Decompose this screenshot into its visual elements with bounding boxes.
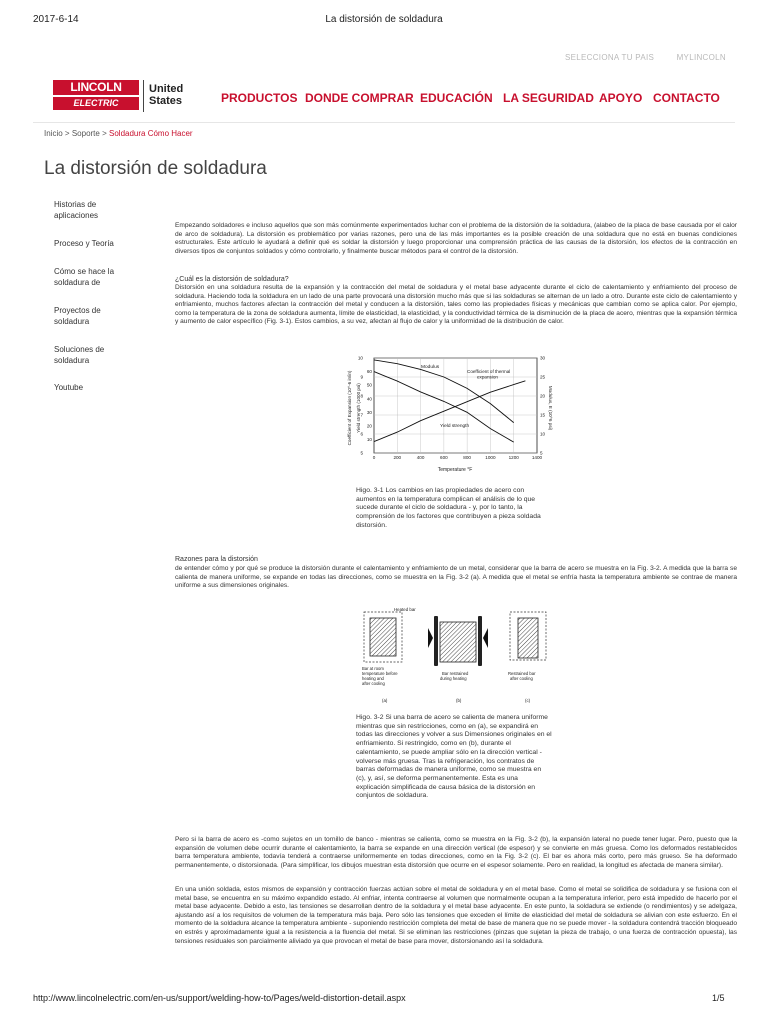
tag-a: (a) (382, 698, 388, 703)
clamp-left-jaw (434, 616, 438, 666)
y-right-axis-label: Modulus, E (10^6 psi) (548, 385, 553, 431)
label-b: Bar restrained during heating (440, 671, 469, 681)
print-date: 2017-6-14 (33, 14, 79, 25)
section-heading-que-es: ¿Cuál es la distorsión de soldadura? (175, 276, 289, 283)
tag-b: (b) (456, 698, 462, 703)
sidebar-item-soluciones[interactable]: Soluciones de soldadura (54, 345, 105, 365)
nav-productos[interactable]: PRODUCTOS (221, 91, 298, 105)
y-right-tick-label: 30 (540, 355, 546, 361)
series-label-expansion: Coefficient of thermal expansion (467, 369, 511, 380)
print-doc-title: La distorsión de soldadura (325, 14, 443, 25)
sidebar-item-proyectos[interactable]: Proyectos de soldadura (54, 306, 101, 326)
label-a: Bar at room temperature before heating and after cooling (362, 666, 398, 686)
lincoln-electric-logo[interactable] (53, 80, 195, 114)
logo-wordmark-bottom: ELECTRIC (53, 97, 139, 110)
print-page-number: 1/5 (712, 993, 725, 1003)
y-left2-tick-label: 50 (366, 382, 372, 388)
section-heading-razones: Razones para la distorsión (175, 556, 258, 563)
breadcrumb (44, 129, 193, 138)
clamp-right-jaw (478, 616, 482, 666)
figure-3-1 (343, 352, 555, 474)
nav-donde-comprar[interactable]: DONDE COMPRAR (305, 91, 414, 105)
breadcrumb-current[interactable]: Soldadura Cómo Hacer (109, 129, 193, 138)
page-title: La distorsión de soldadura (44, 158, 267, 179)
definition-paragraph: Distorsión en una soldadura resulta de la expansión y la contracción del metal de soldadura y el metal base adyacente durante el ciclo de calentamiento y enfriamiento del proceso de soldadura. Haciendo toda la soldadura en un lado de una parte provocará una distorsión mucho más que si las soldaduras se alternan de un lado a otro. Durante este ciclo de calentamiento y enfriamiento, muchos factores afectan la contracción del metal y conducen a la distorsión, tales como las propiedades físicas y mecánicas que cambian como se aplica calor. Por ejemplo, como la temperatura de la zona de soldadura aumenta, límite de elasticidad, la elasticidad, y la conductividad térmica de la disminución de la placa de acero, mientras que la expansión térmica y aumento de calor específico (Fig. 3-1). Estos cambios, a su vez, afectan al flujo de calor y la uniformidad de la distribución de calor. (175, 284, 737, 326)
clamp-right-arrow (483, 628, 488, 648)
x-tick-label: 200 (393, 455, 402, 460)
series-label-modulus: Modulus (421, 365, 440, 370)
select-country-link[interactable]: SELECCIONA TU PAIS (565, 53, 655, 62)
label-heated-bar: Heated bar (394, 607, 416, 612)
x-tick-label: 600 (440, 455, 448, 460)
mylincoln-link[interactable]: MYLINCOLN (676, 53, 726, 62)
y-left2-tick-label: 40 (366, 396, 372, 402)
y-left2-axis-label: Yield strength (1000 psi) (356, 383, 361, 433)
figure-3-2 (360, 604, 556, 706)
header-divider (33, 122, 735, 123)
logo-region-line1: United (149, 83, 184, 95)
y-left2-tick-label: 20 (366, 423, 372, 429)
nav-educacion[interactable]: EDUCACIÓN (420, 91, 493, 105)
bar-c-hatched (518, 618, 538, 658)
bar-distortion-diagram (360, 604, 556, 706)
intro-paragraph: Empezando soldadores e incluso aquellos que son más comúnmente experimentados luchar con el problema de la distorsión de la soldadura, (alabeo de la placa de base causada por el calor de arco de soldadura). La distorsión es problemático por varias razones, pero una de las más importantes es la posible creación de una soldadura que no está en buenas condiciones estructurales. Este artículo le ayudará a definir qué es soldar la distorsión y luego proporcionar una comprensión práctica de las causas de la distorsión, los efectos de la contracción en diversos tipos de conjuntos soldados y cómo controlarlo, y finalmente buscar métodos para el control de la distorsión. (175, 222, 737, 255)
welded-joint-paragraph: En una unión soldada, estos mismos de expansión y contracción fuerzas actúan sobre el metal de soldadura y en el metal base. Como el metal se solidifica de soldadura y se fusiona con el metal base, se encuentra en su máximo expandido estado. Al enfriar, intenta contraerse al volumen que normalmente ocupan a la temperatura inferior, pero está impedido de hacerlo por el metal base adyacente. Debido a esto, las tensiones se desarrollan dentro de la soldadura y el metal base adyacente. En este punto, la soldadura se extiende (o rendimientos) y se adelgaza, ajustando así a los requisitos de volumen de la temperatura más baja. Pero sólo las tensiones que exceden el límite de elasticidad del metal de soldadura se alivian con este esfuerzo. En el momento de la soldadura alcance la temperatura ambiente - suponiendo restricción completa del metal de base de manera que no se puede mover - la soldadura contendrá tracción bloqueado en estrés y aproximadamente igual a la resistencia a la fluencia del metal. Si se eliminan las restricciones (pinzas que sujetan la pieza de trabajo, o una fuerza de contracción opuesta), las tensiones residuales son parcialmente aliviado ya que provocan el metal de base para mover, distorsionando así la soldadura. (175, 886, 737, 945)
tag-c: (c) (525, 698, 531, 703)
label-c: Restrained bar after cooling (508, 671, 536, 681)
y-right-tick-label: 10 (540, 431, 546, 437)
sidebar-item-historias[interactable]: Historias de aplicaciones (54, 200, 99, 220)
series-label-yield: Yield strength (440, 424, 470, 429)
clamp-left-arrow (428, 628, 433, 648)
x-tick-label: 800 (463, 455, 471, 460)
y-right-tick-label: 5 (540, 450, 543, 456)
nav-contacto[interactable]: CONTACTO (653, 91, 720, 105)
logo-region-line2: States (149, 95, 183, 107)
figure-3-2-caption: Higo. 3-2 Si una barra de acero se calienta de manera uniforme mientras que sin restricciones, como en (a), se expandirá en todas las direcciones y volver a sus Dimensiones originales en el enfriamiento. Si restringido, como en (b), durante el calentamiento, se puede ampliar sólo en la dirección vertical - volverse más gruesa. Tras la refrigeración, los contratos de barras deformadas de manera uniforme, como se muestra en (c), y, así, se deforma permanentemente. Esta es una explicación simplificada de causa básica de la distorsión en conjuntos de soldadura. (356, 714, 552, 800)
properties-vs-temperature-chart (343, 352, 555, 474)
y-left-axis-label: Coefficient of Expansion (10^-6 in/in) (347, 370, 352, 446)
x-tick-label: 0 (372, 455, 376, 460)
x-tick-label: 1200 (508, 455, 519, 460)
sidebar-item-como-se-hace[interactable]: Cómo se hace la soldadura de (54, 267, 115, 287)
nav-apoyo[interactable]: APOYO (599, 91, 643, 105)
sidebar-item-proceso[interactable]: Proceso y Teoría (54, 239, 114, 248)
breadcrumb-home[interactable]: Inicio (44, 129, 63, 138)
y-right-tick-label: 20 (540, 393, 546, 399)
bar-a-hatched (370, 618, 396, 656)
y-left-tick-label: 10 (357, 355, 363, 361)
y-left2-tick-label: 60 (366, 369, 372, 375)
print-url: http://www.lincolnelectric.com/en-us/support/welding-how-to/Pages/weld-distortion-detail.aspx (33, 993, 406, 1003)
y-left2-tick-label: 10 (366, 437, 372, 443)
y-left-tick-label: 7 (360, 412, 363, 418)
x-tick-label: 1000 (485, 455, 496, 460)
figure-3-1-caption: Higo. 3-1 Los cambios en las propiedades de acero con aumentos en la temperatura complican el análisis de lo que sucede durante el ciclo de soldadura - y, por lo tanto, la comprensión de los factores que contribuyen a pieza soldada distorsión. (356, 487, 541, 529)
x-axis-label: Temperature °F (437, 467, 473, 473)
x-tick-label: 400 (416, 455, 425, 460)
breadcrumb-separator: > (102, 129, 107, 138)
y-left-tick-label: 5 (360, 450, 363, 456)
reasons-paragraph: de entender cómo y por qué se produce la distorsión durante el calentamiento y enfriamiento de un metal, considerar que la barra de acero se muestra en la Fig. 3-2. A medida que la barra se calienta de manera uniforme, se expande en todas las direcciones, como se muestra en la Fig. 3-2 (a). A medida que el metal se enfría hasta la temperatura ambiente se contrae de manera uniforme a sus dimensiones originales. (175, 565, 737, 590)
sidebar-item-youtube[interactable]: Youtube (54, 383, 84, 392)
utility-nav (565, 47, 726, 65)
y-right-tick-label: 15 (540, 412, 546, 418)
y-left-tick-label: 8 (360, 393, 363, 399)
breadcrumb-soporte[interactable]: Soporte (71, 129, 100, 138)
x-tick-label: 1400 (531, 455, 543, 460)
restraint-paragraph: Pero si la barra de acero es -como sujetos en un tornillo de banco - mientras se calienta, como se muestra en la Fig. 3-2 (b), la expansión lateral no puede tener lugar. Pero, puesto que la expansión de volumen debe ocurrir durante el calentamiento, la barra se expande en una dirección vertical (de espesor) y se convierte en más gruesa. Como los deformados restablecidos barra temperatura ambiente, todavía tenderá a contraerse uniformemente en todas direcciones, como en la Fig. 3-2 (c). El bar es ahora más corto, pero más grueso. Se ha deformado permanentemente, o distorsionada. (Para simplificar, los dibujos muestran esta distorsión que ocurre en el espesor solamente. Pero en realidad, la longitud es afectada de manera similar). (175, 836, 737, 869)
expansion-curve (374, 381, 525, 442)
plot-frame (374, 358, 537, 453)
y-left-tick-label: 9 (360, 374, 363, 380)
breadcrumb-separator: > (64, 129, 70, 138)
logo-wordmark-top: LINCOLN (53, 80, 139, 95)
nav-la-seguridad[interactable]: LA SEGURIDAD (503, 91, 594, 105)
y-right-tick-label: 25 (540, 374, 546, 380)
y-left2-tick-label: 30 (366, 409, 372, 415)
y-left-tick-label: 6 (360, 431, 363, 437)
bar-b-hatched (440, 622, 476, 662)
